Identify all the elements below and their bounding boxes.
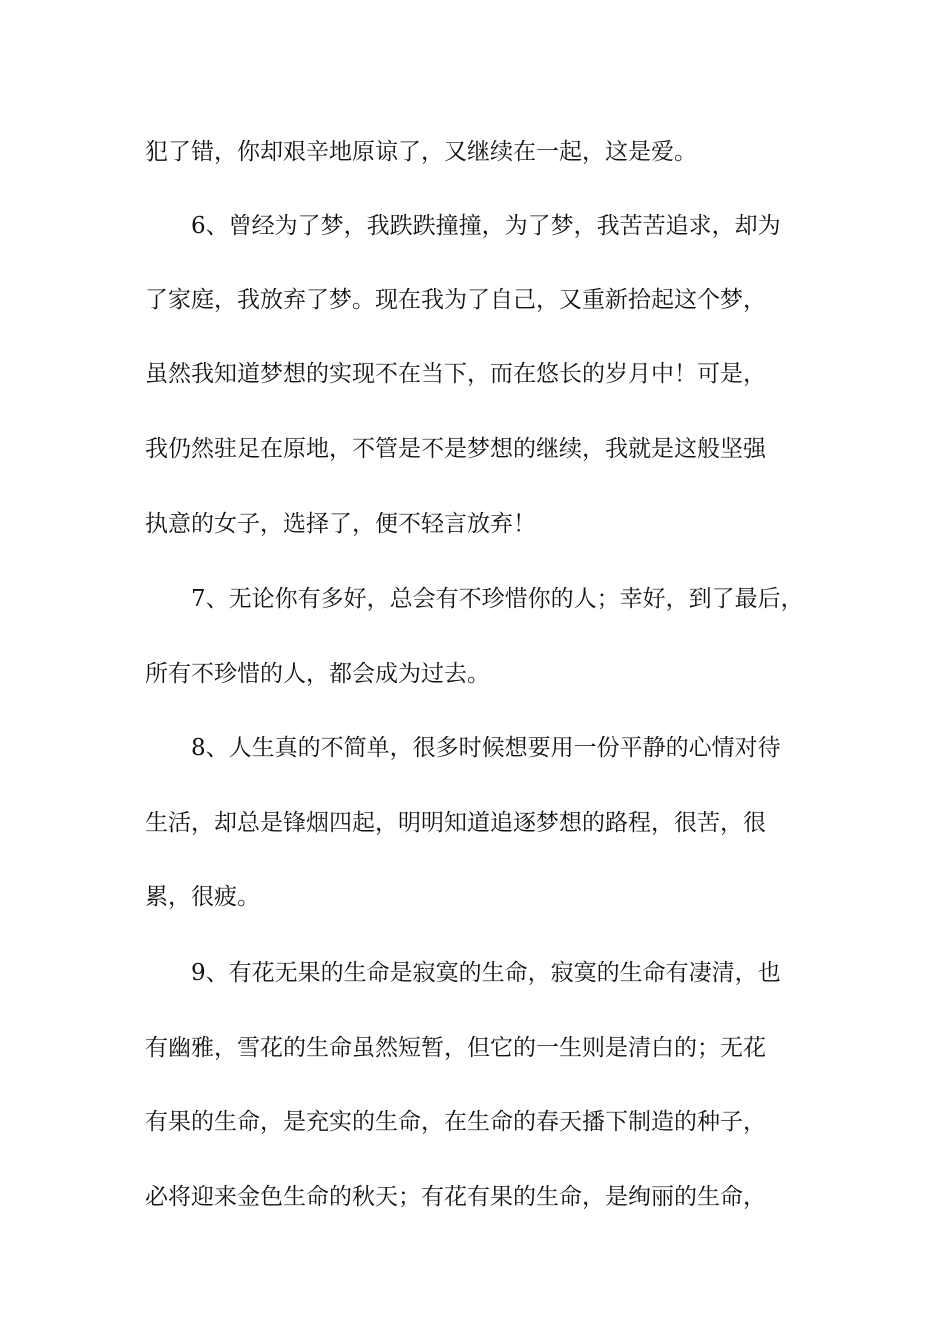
- paragraph-line: 执意的女子，选择了，便不轻言放弃！: [145, 511, 536, 537]
- paragraph-line: 8、人生真的不简单，很多时候想要用一份平静的心情对待: [191, 735, 781, 761]
- paragraph-line: 我仍然驻足在原地，不管是不是梦想的继续，我就是这般坚强: [145, 436, 766, 462]
- paragraph-line: 累，很疲。: [145, 884, 260, 910]
- paragraph-line: 虽然我知道梦想的实现不在当下，而在悠长的岁月中！可是，: [145, 361, 766, 387]
- paragraph-line: 7、无论你有多好，总会有不珍惜你的人；幸好，到了最后，: [191, 586, 804, 612]
- paragraph-line: 9、有花无果的生命是寂寞的生命，寂寞的生命有凄清，也: [191, 960, 781, 986]
- paragraph-line: 有果的生命，是充实的生命，在生命的春天播下制造的种子，: [145, 1109, 766, 1135]
- paragraph-line: 所有不珍惜的人，都会成为过去。: [145, 661, 490, 687]
- paragraph-line: 6、曾经为了梦，我跌跌撞撞，为了梦，我苦苦追求，却为: [191, 213, 781, 239]
- paragraph-line: 犯了错，你却艰辛地原谅了，又继续在一起，这是爱。: [145, 139, 697, 165]
- paragraph-line: 了家庭，我放弃了梦。现在我为了自己，又重新拾起这个梦，: [145, 287, 766, 313]
- paragraph-line: 有幽雅，雪花的生命虽然短暂，但它的一生则是清白的；无花: [145, 1035, 766, 1061]
- paragraph-line: 生活，却总是锋烟四起，明明知道追逐梦想的路程，很苦，很: [145, 810, 766, 836]
- paragraph-line: 必将迎来金色生命的秋天；有花有果的生命，是绚丽的生命，: [145, 1184, 766, 1210]
